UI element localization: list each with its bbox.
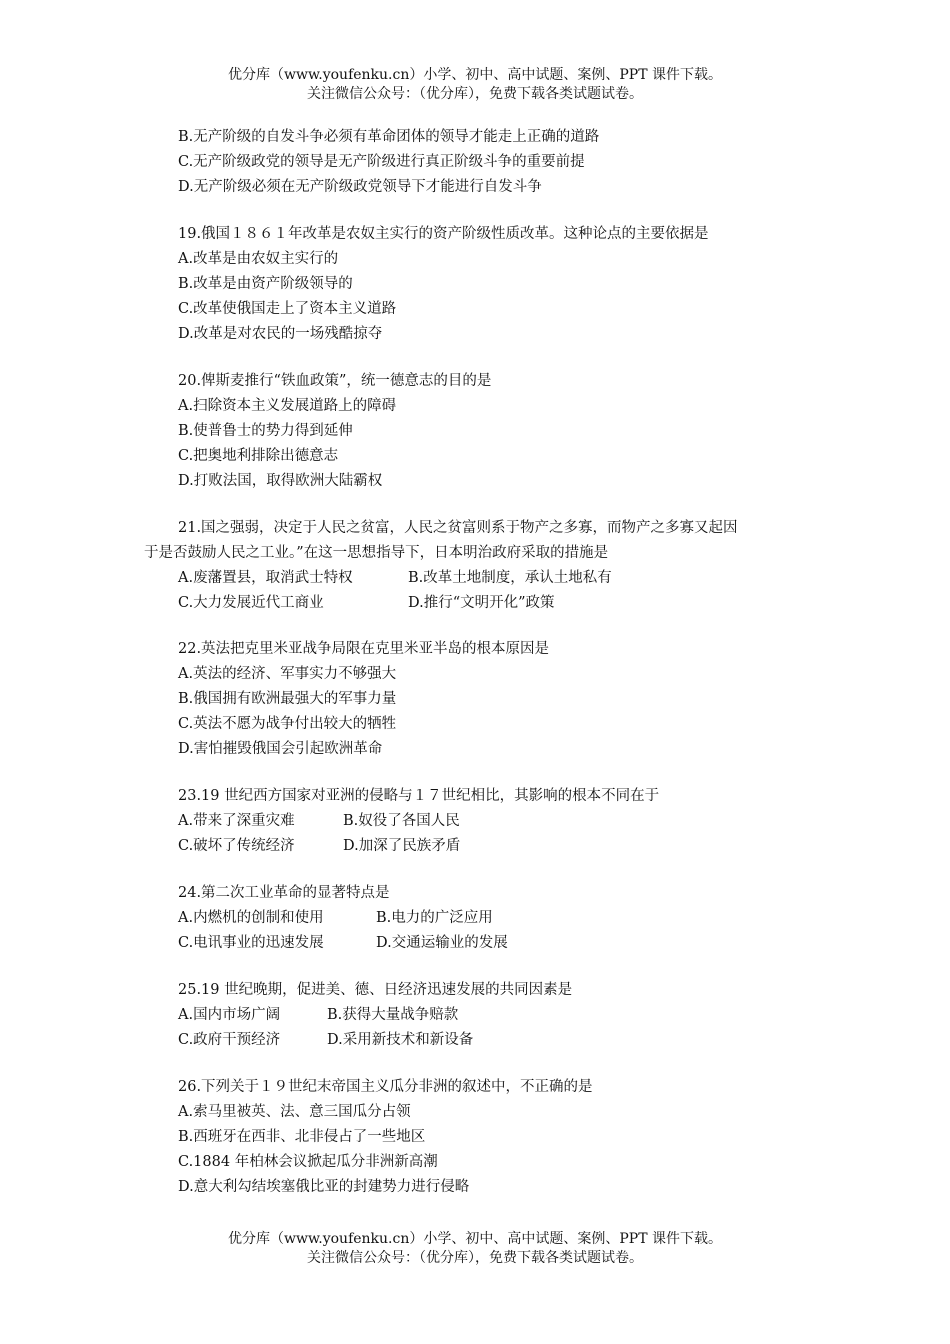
q24-option-b: B.电力的广泛应用 [376, 910, 493, 926]
q19-option-c: C.改革使俄国走上了资本主义道路 [178, 301, 397, 317]
header-line-1: 优分库（www.youfenku.cn）小学、初中、高中试题、案例、PPT 课件下载。 [227, 67, 722, 83]
q20-option-b: B.使普鲁士的势力得到延伸 [178, 423, 353, 439]
q21-option-b: B.改革土地制度，承认土地私有 [408, 570, 612, 586]
q22-option-a: A.英法的经济、军事实力不够强大 [178, 666, 397, 682]
q23-option-a: A.带来了深重灾难 [178, 813, 295, 829]
q18-option-b: B.无产阶级的自发斗争必须有革命团体的领导才能走上正确的道路 [178, 129, 600, 145]
q19-stem: 19.俄国１８６１年改革是农奴主实行的资产阶级性质改革。这种论点的主要依据是 [178, 226, 709, 242]
header-line-2: 关注微信公众号：（优分库），免费下载各类试题试卷。 [307, 86, 643, 102]
q19-option-a: A.改革是由农奴主实行的 [178, 251, 339, 267]
q19-option-b: B.改革是由资产阶级领导的 [178, 276, 353, 292]
q21-option-a: A.废藩置县，取消武士特权 [178, 570, 353, 586]
q26-option-c: C.1884 年柏林会议掀起瓜分非洲新高潮 [178, 1154, 438, 1170]
q21-stem-line-2: 于是否鼓励人民之工业。”在这一思想指导下，日本明治政府采取的措施是 [144, 545, 609, 561]
q20-option-a: A.扫除资本主义发展道路上的障碍 [178, 398, 397, 414]
q21-stem-line-1: 21.国之强弱，决定于人民之贫富，人民之贫富则系于物产之多寡，而物产之多寡又起因 [178, 520, 738, 536]
q22-option-d: D.害怕摧毁俄国会引起欧洲革命 [178, 741, 383, 757]
q25-option-d: D.采用新技术和新设备 [327, 1032, 474, 1048]
footer-line-1: 优分库（www.youfenku.cn）小学、初中、高中试题、案例、PPT 课件下载。 [227, 1231, 722, 1247]
q26-option-d: D.意大利勾结埃塞俄比亚的封建势力进行侵略 [178, 1179, 470, 1195]
q23-option-d: D.加深了民族矛盾 [343, 838, 461, 854]
footer-line-2: 关注微信公众号：（优分库），免费下载各类试题试卷。 [307, 1250, 643, 1266]
q25-option-b: B.获得大量战争赔款 [327, 1007, 459, 1023]
q19-option-d: D.改革是对农民的一场残酷掠夺 [178, 326, 383, 342]
q23-option-c: C.破坏了传统经济 [178, 838, 295, 854]
q26-stem: 26.下列关于１９世纪末帝国主义瓜分非洲的叙述中，不正确的是 [178, 1079, 593, 1095]
q20-option-c: C.把奥地利排除出德意志 [178, 448, 339, 464]
q21-option-c: C.大力发展近代工商业 [178, 595, 324, 611]
q24-option-d: D.交通运输业的发展 [376, 935, 508, 951]
q26-option-a: A.索马里被英、法、意三国瓜分占领 [178, 1104, 411, 1120]
q21-option-d: D.推行“文明开化”政策 [408, 595, 555, 611]
q24-option-a: A.内燃机的创制和使用 [178, 910, 324, 926]
q20-stem: 20.俾斯麦推行“铁血政策”，统一德意志的目的是 [178, 373, 492, 389]
q23-option-b: B.奴役了各国人民 [343, 813, 460, 829]
q24-stem: 24.第二次工业革命的显著特点是 [178, 885, 390, 901]
q26-option-b: B.西班牙在西非、北非侵占了一些地区 [178, 1129, 426, 1145]
page-footer [0, 1230, 950, 1268]
q18-option-c: C.无产阶级政党的领导是无产阶级进行真正阶级斗争的重要前提 [178, 154, 585, 170]
q24-option-c: C.电讯事业的迅速发展 [178, 935, 324, 951]
q22-option-c: C.英法不愿为战争付出较大的牺牲 [178, 716, 397, 732]
q25-option-c: C.政府干预经济 [178, 1032, 281, 1048]
q22-stem: 22.英法把克里米亚战争局限在克里米亚半岛的根本原因是 [178, 641, 550, 657]
q18-option-d: D.无产阶级必须在无产阶级政党领导下才能进行自发斗争 [178, 179, 542, 195]
q20-option-d: D.打败法国，取得欧洲大陆霸权 [178, 473, 383, 489]
q23-stem: 23.19 世纪西方国家对亚洲的侵略与１７世纪相比，其影响的根本不同在于 [178, 788, 660, 804]
q25-option-a: A.国内市场广阔 [178, 1007, 281, 1023]
q25-stem: 25.19 世纪晚期，促进美、德、日经济迅速发展的共同因素是 [178, 982, 573, 998]
q22-option-b: B.俄国拥有欧洲最强大的军事力量 [178, 691, 397, 707]
